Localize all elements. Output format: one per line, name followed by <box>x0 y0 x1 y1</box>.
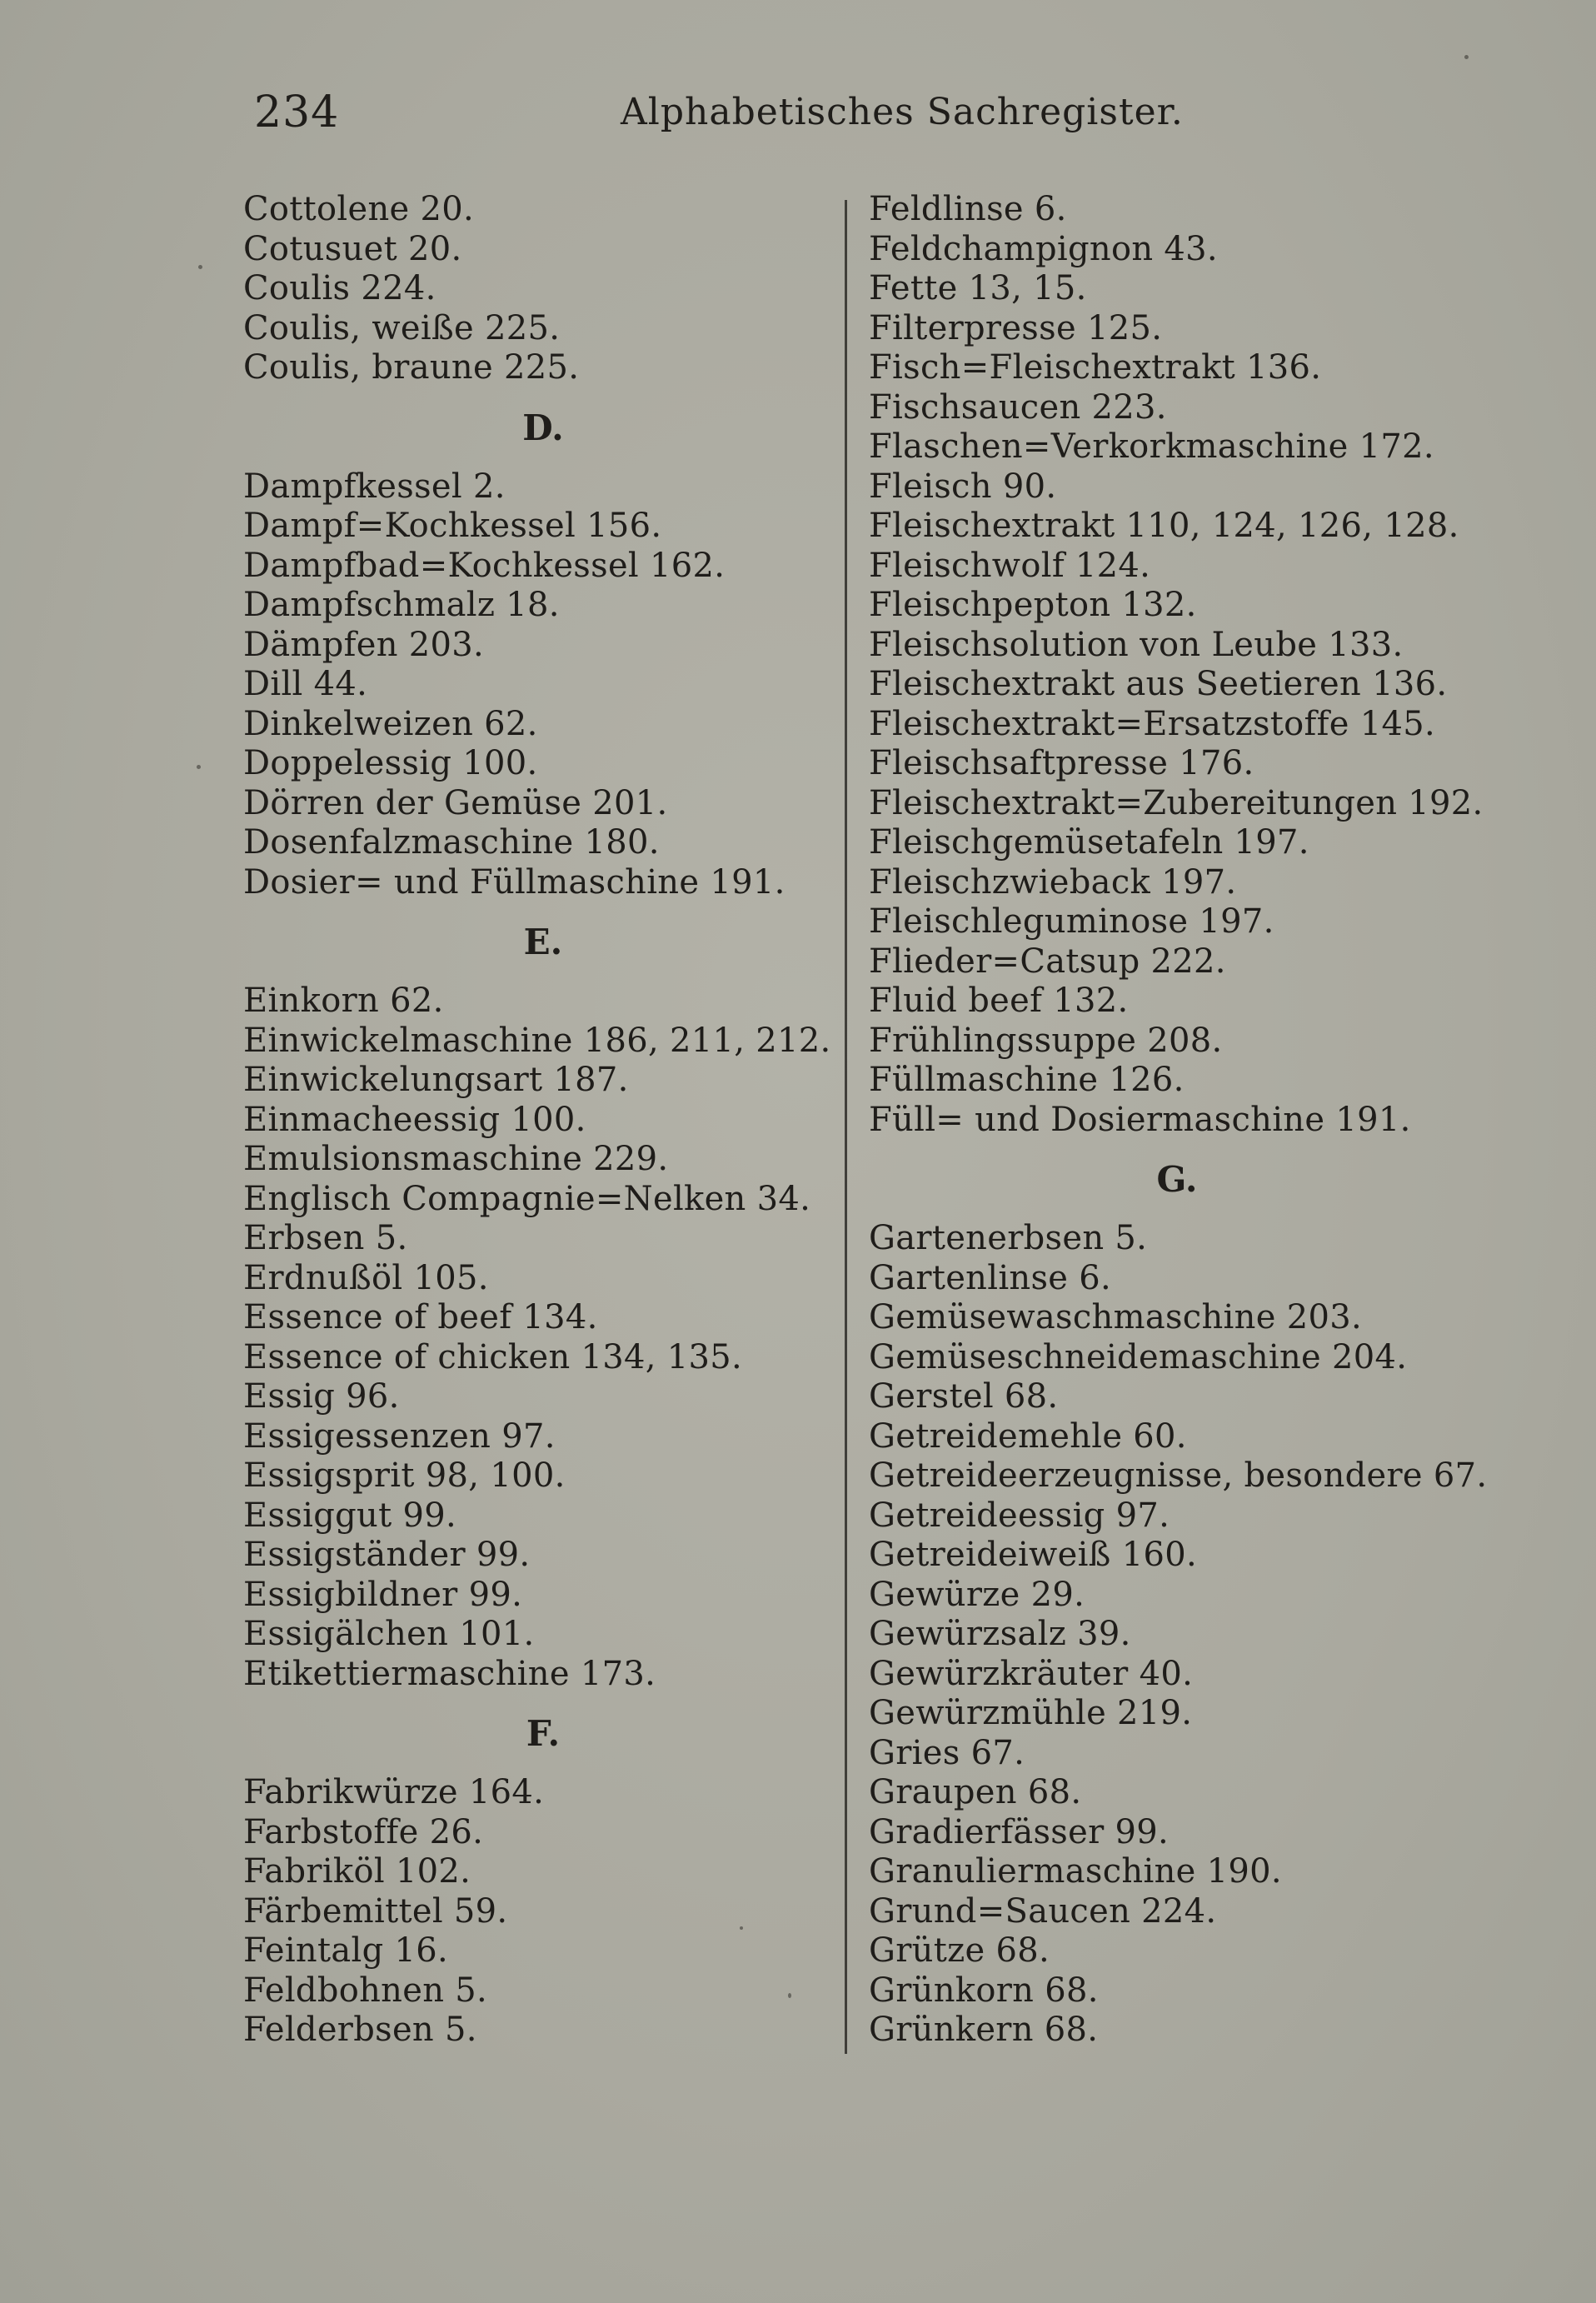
index-entry: Emulsionsmaschine 229. <box>243 1140 669 1178</box>
index-entry: Dinkelweizen 62. <box>243 704 538 743</box>
index-entry: Gewürzkräuter 40. <box>869 1654 1194 1693</box>
index-entry: Flieder=Catsup 222. <box>869 942 1226 981</box>
index-entry: Fleischextrakt aus Seetieren 136. <box>869 665 1448 703</box>
index-entry: Essigständer 99. <box>243 1536 531 1574</box>
index-entry: Gartenerbsen 5. <box>869 1219 1148 1257</box>
index-entry: Getreideerzeugnisse, besondere 67. <box>869 1456 1488 1495</box>
index-entry: Filterpresse 125. <box>869 308 1163 347</box>
index-entry: Doppelessig 100. <box>243 744 538 782</box>
index-entry: Essiggut 99. <box>243 1496 457 1535</box>
index-entry: Fleischgemüsetafeln 197. <box>869 823 1309 862</box>
index-entry: Farbstoffe 26. <box>243 1812 484 1851</box>
index-entry: Frühlingssuppe 208. <box>869 1021 1223 1060</box>
index-entry: Einwickelmaschine 186, 211, 212. <box>243 1021 831 1060</box>
index-column-right <box>869 190 1488 2051</box>
index-entry: Cotusuet 20. <box>243 229 462 268</box>
index-entry: Feldlinse 6. <box>869 190 1067 228</box>
index-entry: Gewürzmühle 219. <box>869 1694 1193 1732</box>
index-entry: Coulis 224. <box>243 269 436 307</box>
index-entry: Englisch Compagnie=Nelken 34. <box>243 1179 811 1218</box>
index-entry: Dampfschmalz 18. <box>243 586 560 624</box>
index-entry: Grünkorn 68. <box>869 1971 1099 2010</box>
index-entry: Getreideiweiß 160. <box>869 1536 1197 1574</box>
index-entry: Essence of chicken 134, 135. <box>243 1337 743 1376</box>
index-entry: Fluid beef 132. <box>869 982 1129 1020</box>
section-letter: E. <box>523 922 563 962</box>
index-entry: Dosenfalzmaschine 180. <box>243 823 660 862</box>
paper-speck <box>198 265 202 269</box>
index-entry: Dampfbad=Kochkessel 162. <box>243 546 726 585</box>
index-entry: Gewürze 29. <box>869 1575 1085 1614</box>
index-entry: Fleischsaftpresse 176. <box>869 744 1254 782</box>
index-entry: Getreidemehle 60. <box>869 1416 1187 1456</box>
section-letter: G. <box>1156 1159 1198 1200</box>
index-entry: Grünkern 68. <box>869 2011 1099 2049</box>
index-entry: Fleischextrakt=Ersatzstoffe 145. <box>869 704 1435 743</box>
index-entry: Essigälchen 101. <box>243 1615 535 1653</box>
page-header <box>254 83 1420 150</box>
index-entry: Färbemittel 59. <box>243 1891 508 1931</box>
index-column-left <box>243 190 843 2051</box>
index-entry: Dill 44. <box>243 665 368 703</box>
index-entry: Dampfkessel 2. <box>243 467 506 506</box>
index-entry: Einmacheessig 100. <box>243 1100 586 1139</box>
page-number: 234 <box>254 87 340 137</box>
section-letter: D. <box>522 407 564 448</box>
index-entry: Dörren der Gemüse 201. <box>243 783 668 822</box>
index-entry: Fleischextrakt=Zubereitungen 192. <box>869 783 1484 822</box>
index-entry: Füllmaschine 126. <box>869 1061 1185 1099</box>
index-entry: Etikettiermaschine 173. <box>243 1654 656 1693</box>
index-entry: Gewürzsalz 39. <box>869 1615 1131 1653</box>
index-entry: Essigessenzen 97. <box>243 1416 556 1456</box>
index-entry: Fleischextrakt 110, 124, 126, 128. <box>869 507 1459 545</box>
index-entry: Fleischsolution von Leube 133. <box>869 625 1404 664</box>
index-entry: Gartenlinse 6. <box>869 1258 1112 1297</box>
index-entry: Fischsaucen 223. <box>869 387 1167 427</box>
index-entry: Dosier= und Füllmaschine 191. <box>243 862 786 902</box>
running-title: Alphabetisches Sachregister. <box>621 91 1184 133</box>
index-entry: Essence of beef 134. <box>243 1298 598 1336</box>
index-entry: Gradierfässer 99. <box>869 1812 1170 1851</box>
index-entry: Essig 96. <box>243 1377 400 1416</box>
index-entry: Fisch=Fleischextrakt 136. <box>869 348 1322 387</box>
index-entry: Getreideessig 97. <box>869 1496 1170 1535</box>
index-entry: Grütze 68. <box>869 1931 1050 1970</box>
index-entry: Feintalg 16. <box>243 1931 449 1970</box>
index-entry: Grund=Saucen 224. <box>869 1891 1217 1931</box>
index-entry: Coulis, braune 225. <box>243 348 580 387</box>
index-entry: Erbsen 5. <box>243 1219 408 1257</box>
index-entry: Fleisch 90. <box>869 467 1057 506</box>
index-entry: Coulis, weiße 225. <box>243 308 561 347</box>
index-entry: Gries 67. <box>869 1733 1025 1772</box>
column-divider <box>845 200 847 2054</box>
index-entry: Gemüsewaschmaschine 203. <box>869 1298 1362 1336</box>
index-entry: Gerstel 68. <box>869 1377 1059 1416</box>
index-entry: Fleischleguminose 197. <box>869 902 1274 941</box>
index-entry: Fette 13, 15. <box>869 269 1087 307</box>
paper-speck <box>788 1993 791 1998</box>
index-entry: Dämpfen 203. <box>243 625 485 664</box>
index-entry: Füll= und Dosiermaschine 191. <box>869 1100 1411 1139</box>
paper-speck <box>197 765 201 769</box>
index-entry: Essigsprit 98, 100. <box>243 1456 566 1495</box>
index-entry: Feldbohnen 5. <box>243 1971 488 2010</box>
index-entry: Einwickelungsart 187. <box>243 1061 629 1099</box>
index-entry: Fleischwolf 124. <box>869 546 1151 585</box>
index-entry: Essigbildner 99. <box>243 1575 523 1614</box>
index-entry: Einkorn 62. <box>243 982 444 1020</box>
index-entry: Fabrikwürze 164. <box>243 1773 545 1811</box>
index-entry: Feldchampignon 43. <box>869 229 1218 268</box>
index-entry: Felderbsen 5. <box>243 2011 477 2049</box>
index-entry: Dampf=Kochkessel 156. <box>243 507 662 545</box>
index-entry: Fabriköl 102. <box>243 1852 471 1891</box>
index-entry: Fleischzwieback 197. <box>869 862 1237 902</box>
paper-speck <box>1464 55 1469 59</box>
index-entry: Graupen 68. <box>869 1773 1082 1811</box>
paper-speck <box>740 1926 743 1930</box>
index-entry: Fleischpepton 132. <box>869 586 1197 624</box>
index-entry: Cottolene 20. <box>243 190 475 228</box>
section-letter: F. <box>526 1713 561 1754</box>
index-entry: Flaschen=Verkorkmaschine 172. <box>869 427 1434 466</box>
index-entry: Erdnußöl 105. <box>243 1258 489 1297</box>
index-entry: Granuliermaschine 190. <box>869 1852 1282 1891</box>
index-entry: Gemüseschneidemaschine 204. <box>869 1337 1408 1376</box>
